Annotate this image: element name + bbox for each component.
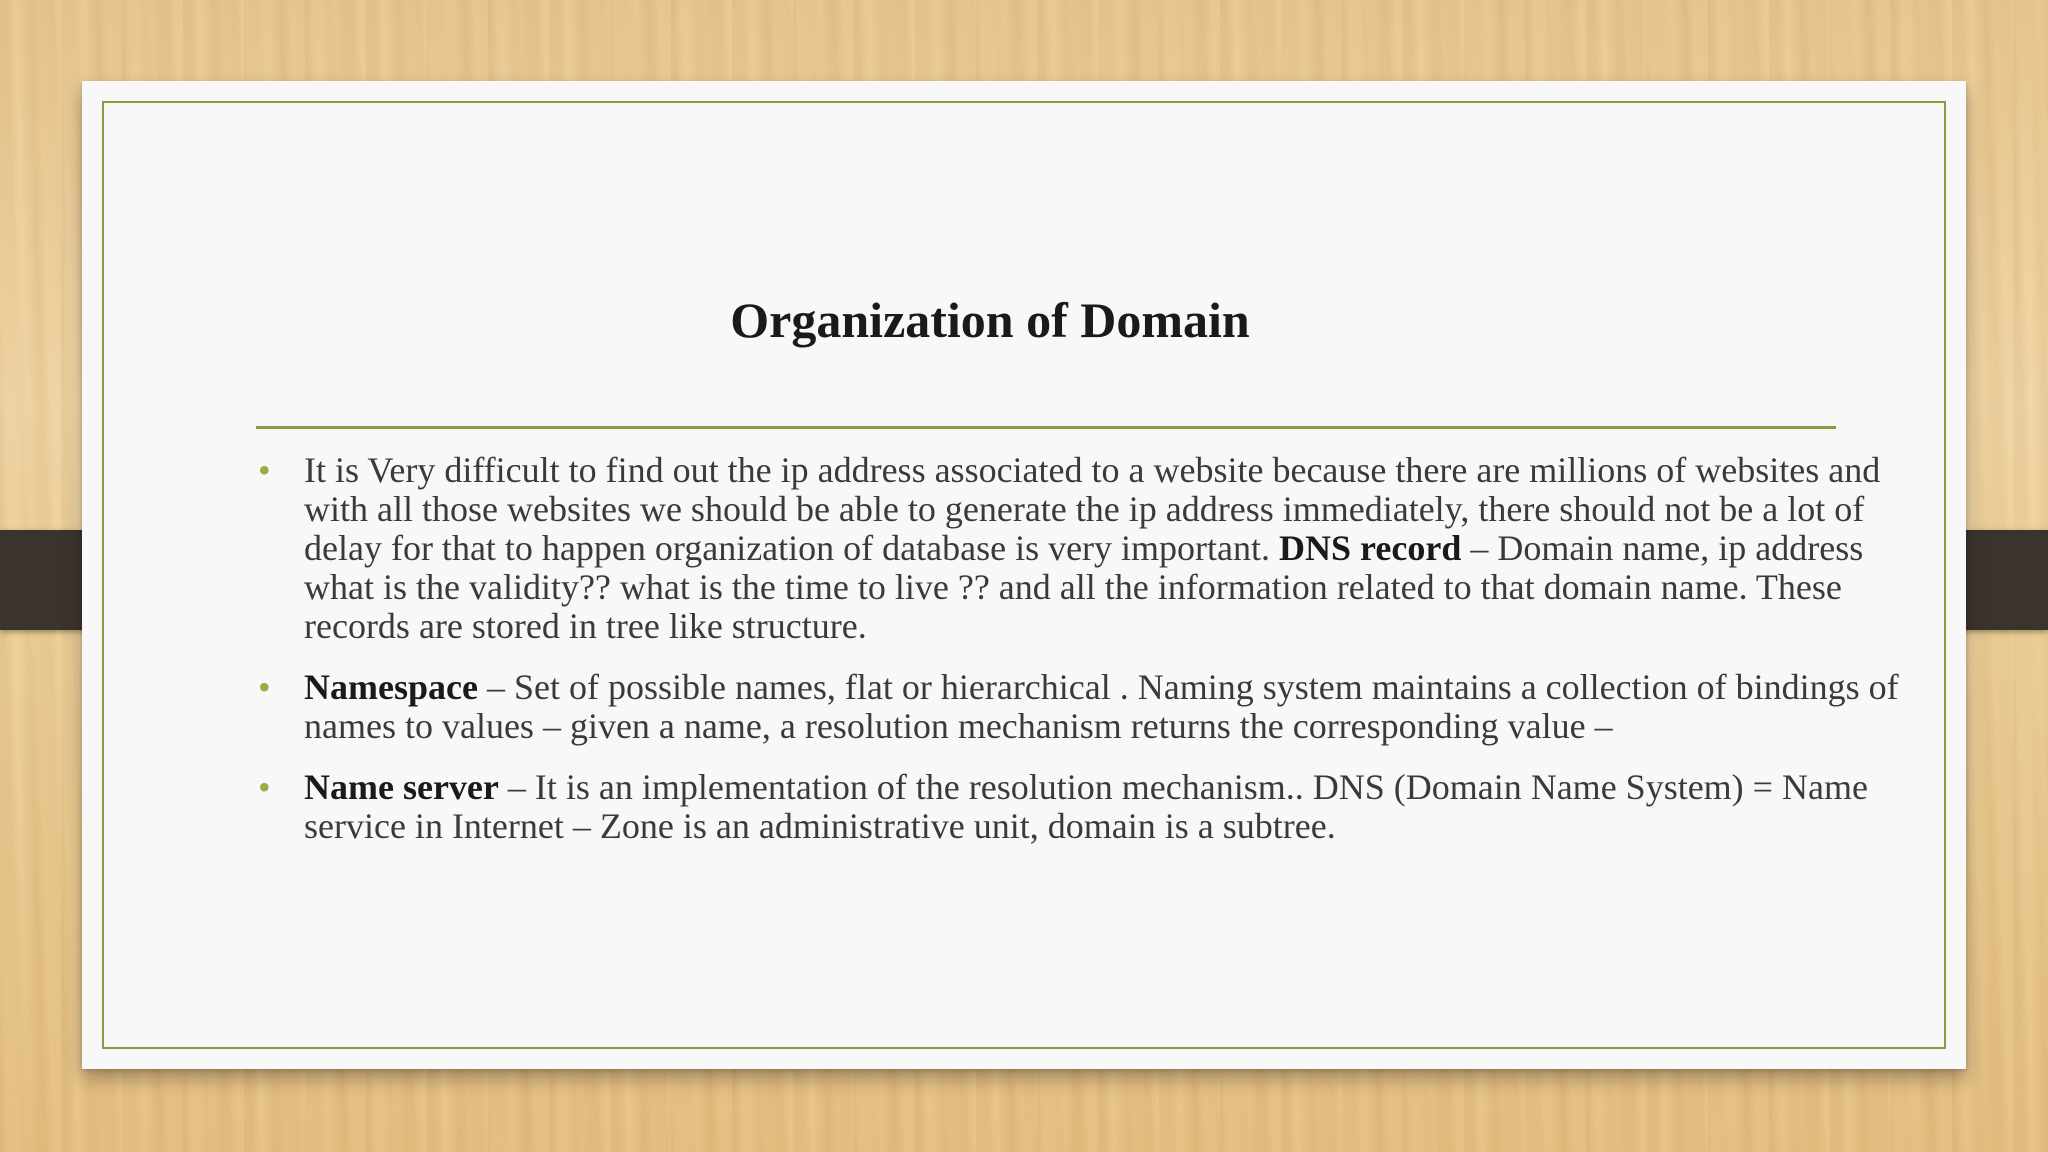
bullet-item-namespace xyxy=(256,668,1916,746)
bullet-dot-icon: • xyxy=(258,667,271,707)
bullet-item-name-server xyxy=(256,768,1916,846)
slide-card xyxy=(82,81,1966,1069)
bullet-term: DNS record xyxy=(1279,528,1462,568)
bullet-dot-icon: • xyxy=(258,767,271,807)
bullet-list xyxy=(256,451,1916,868)
title-divider xyxy=(256,426,1836,429)
bullet-text: – Set of possible names, flat or hierarchical . Naming system maintains a collection of bindings of names to values – given a name, a resolution mechanism returns the corresponding value – xyxy=(304,667,1899,746)
slide-frame xyxy=(102,101,1946,1049)
slide-title: Organization of Domain xyxy=(730,292,1250,348)
bullet-text: – It is an implementation of the resolution mechanism.. DNS (Domain Name System) = Name service in Internet – Zone is an administrative unit, domain is a subtree. xyxy=(304,767,1868,846)
bullet-item-dns-record xyxy=(256,451,1916,646)
bullet-text-continued: – Domain name, ip address what is the validity?? what is the time to live ?? and all the information related to that domain name. These records are stored in tree like structure. xyxy=(304,528,1864,646)
bullet-term: Name server xyxy=(304,767,499,807)
bullet-term: Namespace xyxy=(304,667,478,707)
bullet-dot-icon: • xyxy=(258,450,271,490)
bullet-text: It is Very difficult to find out the ip address associated to a website because there are millions of websites and with all those websites we should be able to generate the ip address immediately, there should not be a lot of delay for that to happen organization of database is very important. xyxy=(304,450,1881,568)
